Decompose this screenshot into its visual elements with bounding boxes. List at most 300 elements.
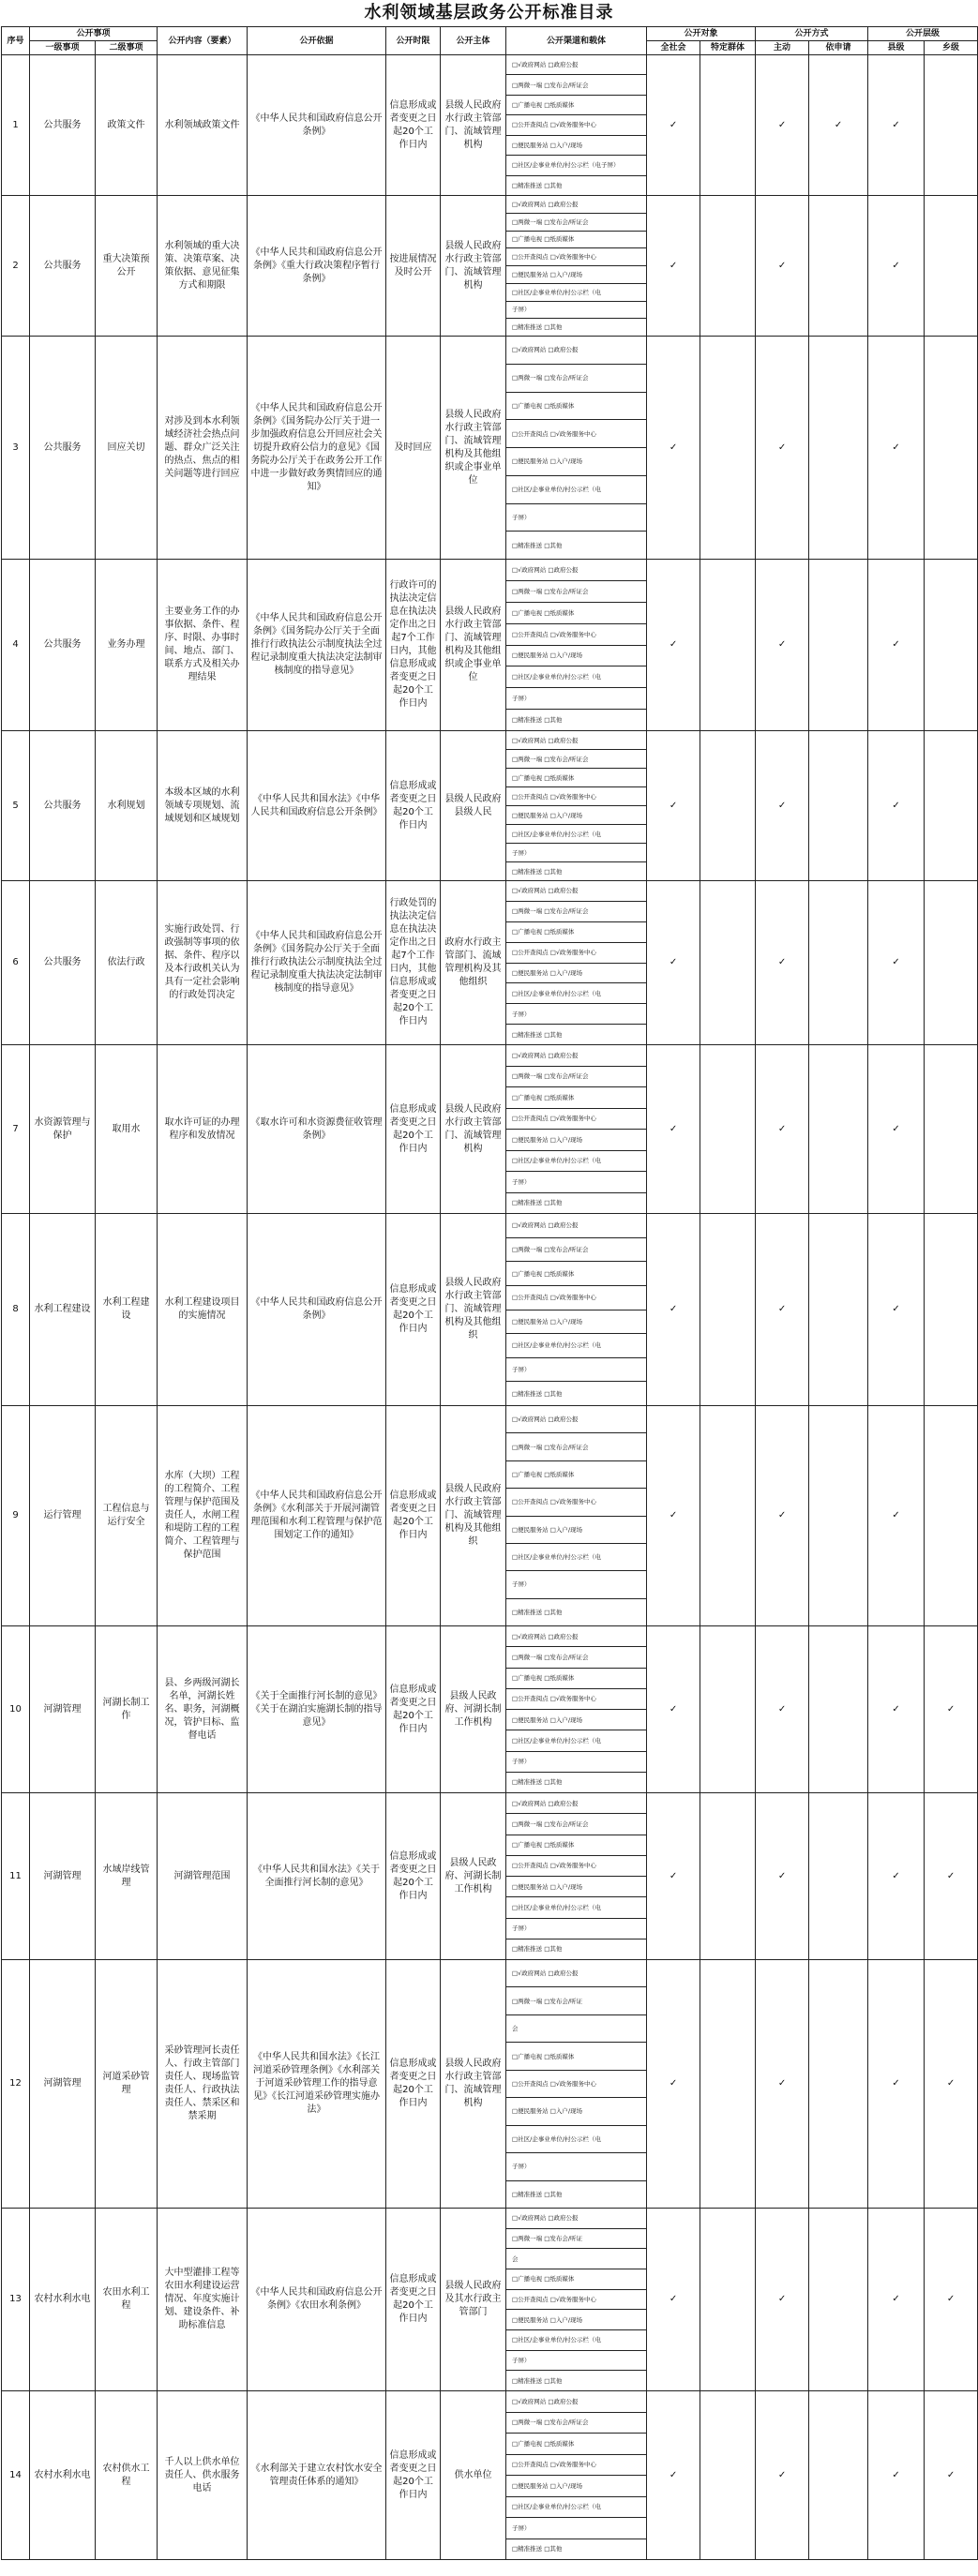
channel-item: □两微一端 □发布会/听证会 xyxy=(506,902,646,922)
row-content: 水库（大坝）工程的工程简介、工程管理与保护范围及责任人，水闸工程和堤防工程的工程简介、工程管理与保护范围 xyxy=(158,1406,248,1626)
row-basis: 《中华人民共和国政府信息公开条例》《农田水利条例》 xyxy=(248,2209,386,2391)
row-level2: 取用水 xyxy=(96,1045,158,1214)
row-content: 大中型灌排工程等农田水利建设运营情况、年度实施计划、建设条件、补助标准信息 xyxy=(158,2209,248,2391)
row-channels xyxy=(506,1214,647,1406)
row-channels xyxy=(506,2209,647,2391)
row-content: 主要业务工作的办事依据、条件、程序、时限、办事时间、地点、部门、联系方式及相关办理结果 xyxy=(158,560,248,731)
table-row xyxy=(2,196,978,337)
row-channels xyxy=(506,196,647,337)
row-level1: 公共服务 xyxy=(30,881,96,1045)
row-all-check: ✓ xyxy=(647,1214,700,1406)
row-seq: 10 xyxy=(2,1626,30,1793)
channel-item: □两微一端 □发布会/听证会 xyxy=(506,75,646,95)
row-township-check xyxy=(925,560,978,731)
channel-item: 会 xyxy=(506,2015,646,2043)
channel-list xyxy=(506,2391,646,2559)
row-all-check: ✓ xyxy=(647,196,700,337)
channel-item: □社区/企事业单位/村公示栏（电 xyxy=(506,825,646,844)
channel-item: □精准推送 □其他 xyxy=(512,1608,563,1616)
channel-item: □广播电视 □纸质媒体 xyxy=(506,2434,646,2455)
row-township-check xyxy=(925,337,978,560)
row-channels xyxy=(506,337,647,560)
row-level1: 水利工程建设 xyxy=(30,1214,96,1406)
row-level1: 农村水利水电 xyxy=(30,2391,96,2560)
channel-item: □公开查阅点 □√政务服务中心 xyxy=(506,943,646,964)
row-channels xyxy=(506,881,647,1045)
row-all-check: ✓ xyxy=(647,337,700,560)
row-township-check: ✓ xyxy=(925,1626,978,1793)
channel-item: □便民服务站 □入户/现场 xyxy=(506,1710,646,1730)
row-level2: 回应关切 xyxy=(96,337,158,560)
row-active-check: ✓ xyxy=(756,1214,809,1406)
row-specific-check xyxy=(700,1960,756,2209)
row-active-check: ✓ xyxy=(756,560,809,731)
row-level2: 河湖长制工作 xyxy=(96,1626,158,1793)
row-active-check: ✓ xyxy=(756,1626,809,1793)
channel-item: □√政府网站 □政府公报 xyxy=(506,731,646,750)
row-specific-check xyxy=(700,1793,756,1960)
row-basis: 《水利部关于建立农村饮水安全管理责任体系的通知》 xyxy=(248,2391,386,2560)
channel-item: □便民服务站 □入户/现场 xyxy=(506,448,646,476)
row-subject: 县级人民政府县级人民 xyxy=(441,731,506,881)
channel-item: □社区/企事业单位/村公示栏（电 xyxy=(506,1544,646,1571)
row-time: 行政处罚的执法决定信息在执法决定作出之日起7个工作日内，其他信息形成或者变更之日起20个工作日内 xyxy=(386,881,441,1045)
row-level2: 政策文件 xyxy=(96,55,158,196)
row-specific-check xyxy=(700,731,756,881)
channel-item: □√政府网站 □政府公报 xyxy=(506,1406,646,1433)
header-all: 全社会 xyxy=(647,41,700,55)
channel-item: □便民服务站 □入户/现场 xyxy=(506,1517,646,1544)
table-row xyxy=(2,731,978,881)
row-channels xyxy=(506,2391,647,2560)
row-seq: 1 xyxy=(2,55,30,196)
row-request-check xyxy=(809,337,868,560)
row-request-check xyxy=(809,560,868,731)
row-request-check xyxy=(809,196,868,337)
table-row xyxy=(2,2209,978,2391)
row-level1: 河湖管理 xyxy=(30,1793,96,1960)
row-active-check: ✓ xyxy=(756,1406,809,1626)
header-level2: 二级事项 xyxy=(96,41,158,55)
channel-item: □社区/企事业单位/村公示栏（电子屏） xyxy=(506,156,646,175)
header-specific: 特定群体 xyxy=(700,41,756,55)
channel-item: 子屏） xyxy=(506,1571,646,1598)
channel-item: □√政府网站 □政府公报 xyxy=(506,55,646,75)
row-subject: 县级人民政府水行政主管部门、流域管理机构及其他组织或企事业单位 xyxy=(441,560,506,731)
row-time: 信息形成或者变更之日起20个工作日内 xyxy=(386,1045,441,1214)
row-time: 信息形成或者变更之日起20个工作日内 xyxy=(386,1793,441,1960)
row-time: 按进展情况及时公开 xyxy=(386,196,441,337)
channel-item: □社区/企事业单位/村公示栏（电 xyxy=(506,1151,646,1173)
row-specific-check xyxy=(700,1626,756,1793)
row-subject: 县级人民政府水行政主管部门、流域管理机构 xyxy=(441,55,506,196)
row-seq: 7 xyxy=(2,1045,30,1214)
channel-list xyxy=(506,1045,646,1213)
row-content: 取水许可证的办理程序和发放情况 xyxy=(158,1045,248,1214)
channel-item: 子屏） xyxy=(506,2153,646,2180)
channel-item: □两微一端 □发布会/听证会 xyxy=(506,1814,646,1835)
channel-item: 会 xyxy=(506,2249,646,2269)
row-content: 本级本区域的水利领域专项规划、流域规划和区域规划 xyxy=(158,731,248,881)
row-basis: 《取水许可和水资源费征收管理条例》 xyxy=(248,1045,386,1214)
channel-item: □广播电视 □纸质媒体 xyxy=(506,922,646,943)
row-channels xyxy=(506,560,647,731)
channel-item: □精准推送 □其他 xyxy=(512,1030,563,1039)
table-row xyxy=(2,55,978,196)
channel-item: □广播电视 □纸质媒体 xyxy=(506,1669,646,1689)
row-content: 千人以上供水单位责任人、供水服务电话 xyxy=(158,2391,248,2560)
row-subject: 县级人民政府水行政主管部门、流域管理机构及其他组织 xyxy=(441,1406,506,1626)
row-county-check: ✓ xyxy=(868,1045,925,1214)
channel-item: □社区/企事业单位/村公示栏（电 xyxy=(506,983,646,1004)
channel-list xyxy=(506,1960,646,2208)
row-content: 采砂管理河长责任人、行政主管部门责任人、现场监管责任人、行政执法责任人、禁采区和禁采期 xyxy=(158,1960,248,2209)
channel-item: 子屏） xyxy=(506,2518,646,2539)
header-mode: 公开方式 xyxy=(756,27,868,41)
row-basis: 《关于全面推行河长制的意见》《关于在湖泊实施湖长制的指导意见》 xyxy=(248,1626,386,1793)
channel-list xyxy=(506,731,646,880)
row-request-check xyxy=(809,881,868,1045)
table-row xyxy=(2,1960,978,2209)
row-county-check: ✓ xyxy=(868,1793,925,1960)
channel-item: □广播电视 □纸质媒体 xyxy=(506,769,646,787)
row-active-check: ✓ xyxy=(756,337,809,560)
channel-item: □两微一端 □发布会/听证会 xyxy=(506,2413,646,2434)
row-all-check: ✓ xyxy=(647,1406,700,1626)
row-all-check: ✓ xyxy=(647,1626,700,1793)
row-active-check: ✓ xyxy=(756,1960,809,2209)
channel-item: □两微一端 □发布会/听证会 xyxy=(506,750,646,769)
row-subject: 县级人民政府水行政主管部门、流域管理机构 xyxy=(441,1960,506,2209)
channel-item: 子屏） xyxy=(506,844,646,862)
row-channels xyxy=(506,1960,647,2209)
row-basis: 《中华人民共和国水法》《关于全面推行河长制的意见》 xyxy=(248,1793,386,1960)
channel-item: □广播电视 □纸质媒体 xyxy=(506,1835,646,1856)
row-subject: 县级人民政府及其水行政主管部门 xyxy=(441,2209,506,2391)
row-level1: 河湖管理 xyxy=(30,1626,96,1793)
table-row xyxy=(2,2391,978,2560)
channel-item: □公开查阅点 □√政务服务中心 xyxy=(506,624,646,646)
row-county-check: ✓ xyxy=(868,1626,925,1793)
channel-list xyxy=(506,55,646,195)
row-time: 及时回应 xyxy=(386,337,441,560)
row-specific-check xyxy=(700,1406,756,1626)
row-subject: 县级人民政府、河湖长制工作机构 xyxy=(441,1793,506,1960)
row-request-check xyxy=(809,2391,868,2560)
channel-item: □公开查阅点 □√政务服务中心 xyxy=(506,2455,646,2477)
channel-item: □公开查阅点 □√政务服务中心 xyxy=(506,1109,646,1131)
channel-item: □两微一端 □发布会/听证会 xyxy=(506,214,646,232)
row-subject: 县级人民政府水行政主管部门、流域管理机构及其他组织或企事业单位 xyxy=(441,337,506,560)
channel-item: 子屏） xyxy=(506,1172,646,1193)
row-basis: 《中华人民共和国政府信息公开条例》 xyxy=(248,1214,386,1406)
channel-list xyxy=(506,196,646,336)
header-channels: 公开渠道和载体 xyxy=(506,27,647,55)
row-time: 信息形成或者变更之日起20个工作日内 xyxy=(386,2209,441,2391)
channel-item: □广播电视 □纸质媒体 xyxy=(506,96,646,115)
row-township-check xyxy=(925,1214,978,1406)
channel-item: □两微一端 □发布会/听证会 xyxy=(506,1238,646,1263)
row-level2: 水利规划 xyxy=(96,731,158,881)
row-county-check: ✓ xyxy=(868,1406,925,1626)
row-channels xyxy=(506,1626,647,1793)
channel-item: □公开查阅点 □√政务服务中心 xyxy=(506,1489,646,1516)
channel-item: □精准推送 □其他 xyxy=(512,1389,563,1398)
header-active: 主动 xyxy=(756,41,809,55)
row-level1: 河湖管理 xyxy=(30,1960,96,2209)
row-county-check: ✓ xyxy=(868,337,925,560)
channel-item: □社区/企事业单位/村公示栏（电 xyxy=(506,1897,646,1918)
channel-item: 子屏） xyxy=(506,1358,646,1383)
row-county-check: ✓ xyxy=(868,1960,925,2209)
channel-item: □广播电视 □纸质媒体 xyxy=(506,1087,646,1109)
channel-item: □精准推送 □其他 xyxy=(512,2545,563,2554)
channel-item: □公开查阅点 □√政务服务中心 xyxy=(506,2290,646,2311)
row-time: 行政许可的执法决定信息在执法决定作出之日起7个工作日内，其他信息形成或者变更之日起20个工作日内 xyxy=(386,560,441,731)
header-content: 公开内容（要素） xyxy=(158,27,248,55)
row-seq: 3 xyxy=(2,337,30,560)
channel-item: 子屏） xyxy=(506,1004,646,1025)
header-basis: 公开依据 xyxy=(248,27,386,55)
row-time: 信息形成或者变更之日起20个工作日内 xyxy=(386,1960,441,2209)
row-basis: 《中华人民共和国政府信息公开条例》 xyxy=(248,55,386,196)
row-seq: 14 xyxy=(2,2391,30,2560)
channel-item: □便民服务站 □入户/现场 xyxy=(506,964,646,984)
row-time: 信息形成或者变更之日起20个工作日内 xyxy=(386,1214,441,1406)
channel-item: □便民服务站 □入户/现场 xyxy=(506,136,646,156)
row-time: 信息形成或者变更之日起20个工作日内 xyxy=(386,55,441,196)
row-basis: 《中华人民共和国水法》《长江河道采砂管理条例》《水利部关于河道采砂管理工作的指导意见》《长江河道采砂管理实施办法》 xyxy=(248,1960,386,2209)
channel-item: □两微一端 □发布会/听证 xyxy=(506,2229,646,2250)
table-row xyxy=(2,1214,978,1406)
row-time: 信息形成或者变更之日起20个工作日内 xyxy=(386,731,441,881)
row-request-check xyxy=(809,1793,868,1960)
row-subject: 县级人民政府、河湖长制工作机构 xyxy=(441,1626,506,1793)
row-all-check: ✓ xyxy=(647,1960,700,2209)
row-basis: 《中华人民共和国政府信息公开条例》《国务院办公厅关于全面推行行政执法公示制度执法全过程记录制度重大执法决定法制审核制度的指导意见》 xyxy=(248,881,386,1045)
channel-item: □便民服务站 □入户/现场 xyxy=(506,646,646,667)
row-township-check xyxy=(925,55,978,196)
table-row xyxy=(2,1626,978,1793)
header-level1: 一级事项 xyxy=(30,41,96,55)
row-subject: 县级人民政府水行政主管部门、流域管理机构 xyxy=(441,1045,506,1214)
row-basis: 《中华人民共和国政府信息公开条例》《国务院办公厅关于进一步加强政府信息公开回应社会关切提升政府公信力的意见》《国务院办公厅关于在政务公开工作中进一步做好政务舆情回应的通知》 xyxy=(248,337,386,560)
row-township-check xyxy=(925,1406,978,1626)
row-specific-check xyxy=(700,2391,756,2560)
row-county-check: ✓ xyxy=(868,560,925,731)
channel-list xyxy=(506,881,646,1044)
channel-item: □公开查阅点 □√政务服务中心 xyxy=(506,1856,646,1877)
row-level1: 公共服务 xyxy=(30,55,96,196)
channel-item: □√政府网站 □政府公报 xyxy=(506,2209,646,2229)
channel-item: □社区/企事业单位/村公示栏（电 xyxy=(506,1730,646,1751)
row-active-check: ✓ xyxy=(756,55,809,196)
row-specific-check xyxy=(700,1214,756,1406)
channel-item: □公开查阅点 □√政务服务中心 xyxy=(506,420,646,448)
table-body xyxy=(2,55,978,2560)
row-all-check: ✓ xyxy=(647,2391,700,2560)
row-active-check: ✓ xyxy=(756,2209,809,2391)
catalog-table xyxy=(1,26,978,2560)
table-row xyxy=(2,1793,978,1960)
header-item: 公开事项 xyxy=(30,27,158,41)
row-county-check: ✓ xyxy=(868,196,925,337)
channel-item: □精准推送 □其他 xyxy=(512,716,563,725)
channel-item: □便民服务站 □入户/现场 xyxy=(506,2476,646,2497)
channel-item: □公开查阅点 □√政务服务中心 xyxy=(506,115,646,135)
channel-item: □社区/企事业单位/村公示栏（电 xyxy=(506,1334,646,1358)
channel-item: □精准推送 □其他 xyxy=(512,1778,563,1787)
header-township: 乡级 xyxy=(925,41,978,55)
channel-list xyxy=(506,2209,646,2390)
row-level1: 公共服务 xyxy=(30,731,96,881)
channel-list xyxy=(506,337,646,559)
row-level2: 农田水利工程 xyxy=(96,2209,158,2391)
row-seq: 5 xyxy=(2,731,30,881)
row-request-check xyxy=(809,1960,868,2209)
channel-item: □精准推送 □其他 xyxy=(512,541,563,549)
row-content: 实施行政处罚、行政强制等事项的依据、条件、程序以及本行政机关认为具有一定社会影响的行政处罚决定 xyxy=(158,881,248,1045)
channel-item: □√政府网站 □政府公报 xyxy=(506,1626,646,1647)
row-level2: 工程信息与运行安全 xyxy=(96,1406,158,1626)
row-channels xyxy=(506,55,647,196)
row-county-check: ✓ xyxy=(868,1214,925,1406)
header-county: 县级 xyxy=(868,41,925,55)
row-specific-check xyxy=(700,55,756,196)
row-level2: 农村供水工程 xyxy=(96,2391,158,2560)
row-level2: 河道采砂管理 xyxy=(96,1960,158,2209)
channel-item: □公开查阅点 □√政务服务中心 xyxy=(506,2071,646,2098)
row-content: 水利领域的重大决策、决策草案、决策依据、意见征集方式和期限 xyxy=(158,196,248,337)
channel-item: □便民服务站 □入户/现场 xyxy=(506,1130,646,1151)
row-level1: 农村水利水电 xyxy=(30,2209,96,2391)
row-active-check: ✓ xyxy=(756,1793,809,1960)
row-township-check: ✓ xyxy=(925,1960,978,2209)
channel-item: □两微一端 □发布会/听证会 xyxy=(506,1433,646,1460)
channel-item: □√政府网站 □政府公报 xyxy=(506,1793,646,1814)
row-seq: 13 xyxy=(2,2209,30,2391)
row-content: 水利工程建设项目的实施情况 xyxy=(158,1214,248,1406)
channel-item: □两微一端 □发布会/听证会 xyxy=(506,1067,646,1088)
channel-item: □便民服务站 □入户/现场 xyxy=(506,1310,646,1335)
row-request-check xyxy=(809,1406,868,1626)
channel-item: □√政府网站 □政府公报 xyxy=(506,1045,646,1067)
row-seq: 6 xyxy=(2,881,30,1045)
channel-item: □精准推送 □其他 xyxy=(512,1945,563,1954)
row-level2: 重大决策预公开 xyxy=(96,196,158,337)
row-county-check: ✓ xyxy=(868,881,925,1045)
channel-list xyxy=(506,1214,646,1405)
row-request-check xyxy=(809,731,868,881)
row-basis: 《中华人民共和国政府信息公开条例》《重大行政决策程序暂行条例》 xyxy=(248,196,386,337)
row-specific-check xyxy=(700,2209,756,2391)
row-all-check: ✓ xyxy=(647,560,700,731)
channel-item: □精准推送 □其他 xyxy=(512,2190,563,2198)
row-specific-check xyxy=(700,196,756,337)
channel-item: □社区/企事业单位/村公示栏（电 xyxy=(506,666,646,688)
row-specific-check xyxy=(700,337,756,560)
row-content: 县、乡两级河湖长名单，河湖长姓名、职务，河湖概况，管护目标、监督电话 xyxy=(158,1626,248,1793)
row-channels xyxy=(506,1045,647,1214)
row-content: 水利领域政策文件 xyxy=(158,55,248,196)
row-township-check: ✓ xyxy=(925,2391,978,2560)
channel-item: □社区/企事业单位/村公示栏（电 xyxy=(506,2330,646,2351)
channel-item: □广播电视 □纸质媒体 xyxy=(506,2043,646,2070)
row-specific-check xyxy=(700,1045,756,1214)
channel-item: □公开查阅点 □√政务服务中心 xyxy=(506,248,646,266)
row-channels xyxy=(506,731,647,881)
row-level2: 业务办理 xyxy=(96,560,158,731)
table-row xyxy=(2,881,978,1045)
channel-item: □精准推送 □其他 xyxy=(512,867,563,876)
channel-list xyxy=(506,1626,646,1792)
header-subject: 公开主体 xyxy=(441,27,506,55)
row-all-check: ✓ xyxy=(647,881,700,1045)
header-time: 公开时限 xyxy=(386,27,441,55)
channel-item: □√政府网站 □政府公报 xyxy=(506,196,646,214)
row-level1: 公共服务 xyxy=(30,196,96,337)
table-row xyxy=(2,560,978,731)
row-subject: 县级人民政府水行政主管部门、流域管理机构及其他组织 xyxy=(441,1214,506,1406)
row-active-check: ✓ xyxy=(756,2391,809,2560)
row-county-check: ✓ xyxy=(868,731,925,881)
row-channels xyxy=(506,1406,647,1626)
channel-item: 子屏） xyxy=(506,504,646,532)
row-content: 对涉及到本水利领域经济社会热点问题、群众广泛关注的热点、焦点的相关问题等进行回应 xyxy=(158,337,248,560)
channel-item: □便民服务站 □入户/现场 xyxy=(506,2098,646,2125)
channel-item: □公开查阅点 □√政务服务中心 xyxy=(506,787,646,806)
channel-item: 子屏） xyxy=(506,2351,646,2372)
row-request-check: ✓ xyxy=(809,55,868,196)
row-specific-check xyxy=(700,881,756,1045)
row-township-check: ✓ xyxy=(925,1793,978,1960)
channel-item: □社区/企事业单位/村公示栏（电 xyxy=(506,476,646,504)
channel-item: 子屏） xyxy=(506,1919,646,1939)
channel-item: □广播电视 □纸质媒体 xyxy=(506,603,646,624)
channel-item: □公开查阅点 □√政务服务中心 xyxy=(506,1689,646,1710)
channel-item: □广播电视 □纸质媒体 xyxy=(506,1262,646,1286)
row-township-check: ✓ xyxy=(925,2209,978,2391)
channel-item: □社区/企事业单位/村公示栏（电 xyxy=(506,2126,646,2153)
channel-item: □广播电视 □纸质媒体 xyxy=(506,1461,646,1489)
row-county-check: ✓ xyxy=(868,2391,925,2560)
channel-item: □公开查阅点 □√政务服务中心 xyxy=(506,1286,646,1310)
row-subject: 县级人民政府水行政主管部门、流域管理机构 xyxy=(441,196,506,337)
channel-item: □便民服务站 □入户/现场 xyxy=(506,266,646,284)
channel-item: 子屏） xyxy=(506,1752,646,1773)
channel-item: □广播电视 □纸质媒体 xyxy=(506,232,646,249)
row-all-check: ✓ xyxy=(647,1793,700,1960)
channel-item: □√政府网站 □政府公报 xyxy=(506,2391,646,2413)
row-basis: 《中华人民共和国政府信息公开条例》《国务院办公厅关于全面推行行政执法公示制度执法全过程记录制度重大执法决定法制审核制度的指导意见》 xyxy=(248,560,386,731)
channel-item: □两微一端 □发布会/听证会 xyxy=(506,581,646,603)
row-level2: 水域岸线管理 xyxy=(96,1793,158,1960)
row-seq: 9 xyxy=(2,1406,30,1626)
row-time: 信息形成或者变更之日起20个工作日内 xyxy=(386,1406,441,1626)
row-level2: 依法行政 xyxy=(96,881,158,1045)
header-target: 公开对象 xyxy=(647,27,756,41)
row-township-check xyxy=(925,196,978,337)
row-active-check: ✓ xyxy=(756,881,809,1045)
channel-item: □√政府网站 □政府公报 xyxy=(506,337,646,365)
row-seq: 11 xyxy=(2,1793,30,1960)
channel-item: □两微一端 □发布会/听证会 xyxy=(506,1647,646,1668)
row-channels xyxy=(506,1793,647,1960)
row-seq: 12 xyxy=(2,1960,30,2209)
row-level1: 公共服务 xyxy=(30,337,96,560)
row-all-check: ✓ xyxy=(647,55,700,196)
row-content: 河湖管理范围 xyxy=(158,1793,248,1960)
